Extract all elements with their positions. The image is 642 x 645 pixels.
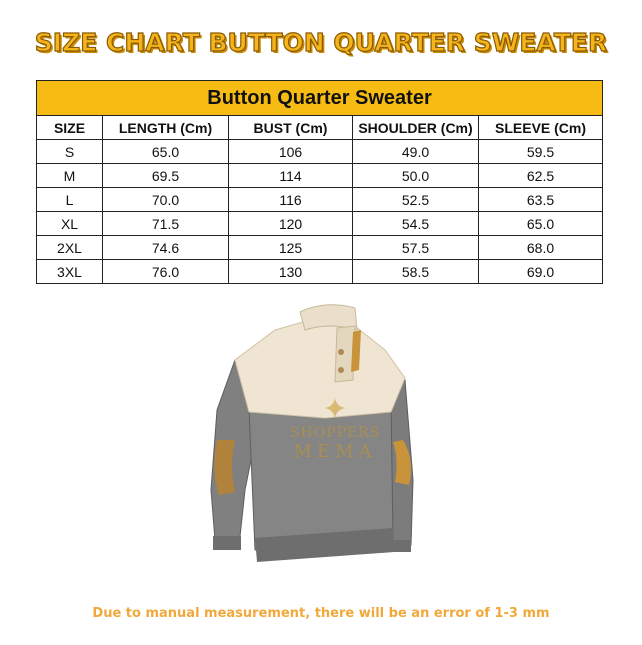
cell-sleeve: 59.5 — [479, 140, 603, 164]
cell-shoulder: 58.5 — [353, 260, 479, 284]
header-bust: BUST (Cm) — [229, 116, 353, 140]
cell-shoulder: 57.5 — [353, 236, 479, 260]
measurement-note: Due to manual measurement, there will be an error of 1-3 mm — [92, 606, 550, 621]
table-row — [37, 188, 603, 212]
table-row — [37, 260, 603, 284]
cell-shoulder: 54.5 — [353, 212, 479, 236]
cell-bust: 125 — [229, 236, 353, 260]
table-row — [37, 164, 603, 188]
table-row — [37, 212, 603, 236]
watermark — [290, 392, 381, 462]
cell-sleeve: 63.5 — [479, 188, 603, 212]
table-row — [37, 236, 603, 260]
cell-bust: 116 — [229, 188, 353, 212]
cell-size: L — [37, 188, 103, 212]
cell-length: 71.5 — [103, 212, 229, 236]
watermark-line-1: SHOPPERS — [290, 425, 381, 441]
cell-sleeve: 68.0 — [479, 236, 603, 260]
cell-bust: 114 — [229, 164, 353, 188]
cell-length: 74.6 — [103, 236, 229, 260]
cell-size: S — [37, 140, 103, 164]
cell-bust: 106 — [229, 140, 353, 164]
header-size: SIZE — [37, 116, 103, 140]
page-title: SIZE CHART BUTTON QUARTER SWEATER — [34, 28, 608, 57]
cell-sleeve: 62.5 — [479, 164, 603, 188]
collar — [300, 305, 357, 330]
cell-size: 2XL — [37, 236, 103, 260]
table-banner: Button Quarter Sweater — [37, 81, 603, 116]
header-shoulder: SHOULDER (Cm) — [353, 116, 479, 140]
watermark-logo-icon: ✦ — [322, 392, 348, 427]
watermark-line-2: MEMA — [293, 441, 377, 462]
cell-shoulder: 49.0 — [353, 140, 479, 164]
cell-length: 69.5 — [103, 164, 229, 188]
table-row — [37, 140, 603, 164]
cell-shoulder: 50.0 — [353, 164, 479, 188]
size-chart-table — [36, 80, 603, 284]
cell-length: 65.0 — [103, 140, 229, 164]
button-top — [338, 349, 344, 355]
elbow-patch-left — [214, 440, 235, 495]
cell-length: 70.0 — [103, 188, 229, 212]
cell-bust: 120 — [229, 212, 353, 236]
header-length: LENGTH (Cm) — [103, 116, 229, 140]
cell-size: XL — [37, 212, 103, 236]
cell-sleeve: 69.0 — [479, 260, 603, 284]
cell-bust: 130 — [229, 260, 353, 284]
cell-size: M — [37, 164, 103, 188]
button-bottom — [338, 367, 344, 373]
cell-size: 3XL — [37, 260, 103, 284]
cell-shoulder: 52.5 — [353, 188, 479, 212]
header-sleeve: SLEEVE (Cm) — [479, 116, 603, 140]
cell-sleeve: 65.0 — [479, 212, 603, 236]
cell-length: 76.0 — [103, 260, 229, 284]
